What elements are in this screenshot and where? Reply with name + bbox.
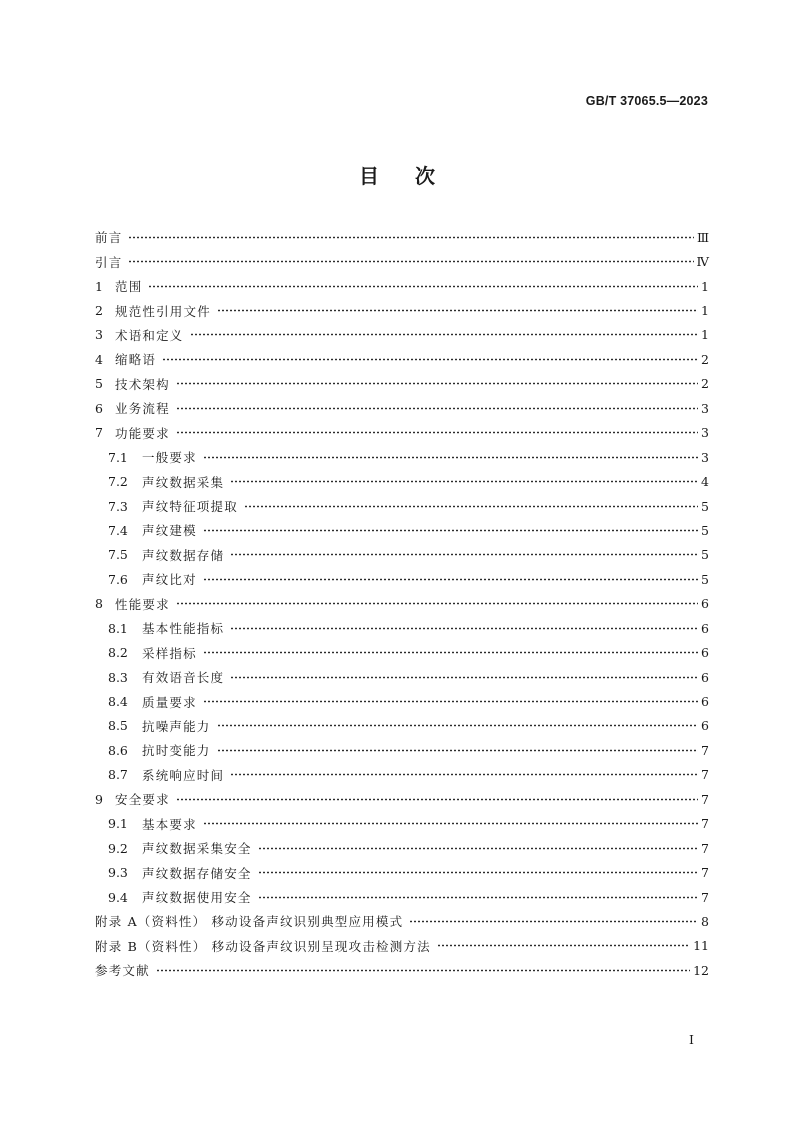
toc-entry-page: 7: [701, 840, 709, 856]
toc-entry-page: 5: [701, 547, 709, 563]
toc-entry-page: 3: [701, 400, 709, 416]
toc-entry[interactable]: [95, 812, 709, 836]
toc-entry-number: 5: [95, 376, 103, 392]
toc-entry-label: 声纹数据使用安全: [142, 890, 252, 906]
toc-entry-label: 声纹数据存储安全: [142, 865, 252, 881]
toc-entry-label: 声纹数据采集: [142, 474, 225, 490]
toc-entry-label: 业务流程: [115, 401, 170, 417]
toc-entry-label: 声纹比对: [142, 572, 197, 588]
toc-entry-label: 术语和定义: [115, 327, 184, 343]
dot-leader: [203, 578, 698, 581]
toc-entry-label: 抗时变能力: [142, 743, 211, 759]
toc-entry-label: 缩略语: [115, 352, 157, 368]
toc-entry-label: 系统响应时间: [142, 767, 225, 783]
toc-entry-label: 功能要求: [115, 425, 170, 441]
toc-entry[interactable]: [95, 567, 709, 591]
toc-entry[interactable]: [95, 787, 709, 811]
dot-leader: [230, 773, 698, 776]
toc-entry-number: 7.3: [108, 498, 128, 514]
toc-entry[interactable]: [95, 885, 709, 909]
toc-entry-number: 7.2: [108, 474, 128, 490]
toc-entry-page: 1: [701, 303, 709, 319]
toc-entry-page: 4: [701, 474, 709, 490]
dot-leader: [176, 602, 698, 605]
toc-entry-label: 安全要求: [115, 792, 170, 808]
toc-entry-label: 引言: [95, 254, 123, 270]
toc-entry-label: 参考文献: [95, 963, 150, 979]
toc-entry[interactable]: [95, 860, 709, 884]
toc-entry-page: 2: [701, 351, 709, 367]
toc-entry[interactable]: [95, 836, 709, 860]
dot-leader: [176, 382, 698, 385]
toc-entry[interactable]: [95, 909, 709, 933]
toc-entry-page: 6: [701, 645, 709, 661]
toc-entry-label: 规范性引用文件: [115, 303, 211, 319]
toc-entry-label: 性能要求: [115, 596, 170, 612]
toc-entry[interactable]: [95, 592, 709, 616]
standard-code: GB/T 37065.5—2023: [585, 94, 708, 108]
toc-entry-number: 8: [95, 596, 103, 612]
toc-entry[interactable]: [95, 469, 709, 493]
toc-entry-number: 3: [95, 327, 103, 343]
toc-entry-label: 声纹数据采集安全: [142, 841, 252, 857]
toc-entry[interactable]: [95, 249, 709, 273]
toc-entry-label: 声纹特征项提取: [142, 499, 238, 515]
dot-leader: [156, 969, 690, 972]
toc-entry[interactable]: [95, 396, 709, 420]
toc-entry-label: 有效语音长度: [142, 670, 225, 686]
toc-entry-page: 7: [701, 791, 709, 807]
toc-entry-number: 8.6: [108, 742, 128, 758]
toc-entry-page: 7: [701, 865, 709, 881]
toc-entry-label: 采样指标: [142, 645, 197, 661]
toc-entry-page: Ⅳ: [696, 254, 709, 270]
toc-entry-page: 1: [701, 327, 709, 343]
toc-entry-number: 7: [95, 425, 103, 441]
dot-leader: [203, 651, 698, 654]
dot-leader: [162, 358, 698, 361]
toc-entry[interactable]: [95, 958, 709, 982]
dot-leader: [258, 847, 698, 850]
toc-entry[interactable]: [95, 689, 709, 713]
dot-leader: [258, 896, 698, 899]
toc-entry-number: 7.5: [108, 547, 128, 563]
dot-leader: [258, 871, 698, 874]
toc-entry-label: 前言: [95, 230, 123, 246]
toc-entry-number: 9: [95, 791, 103, 807]
toc-entry[interactable]: [95, 445, 709, 469]
toc-entry-page: 5: [701, 522, 709, 538]
toc-entry-page: 5: [701, 498, 709, 514]
dot-leader: [230, 553, 698, 556]
toc-entry-label: 技术架构: [115, 376, 170, 392]
dot-leader: [230, 676, 698, 679]
toc-entry-number: 1: [95, 278, 103, 294]
toc-entry-label: 基本性能指标: [142, 621, 225, 637]
toc-entry-number: 9.1: [108, 816, 128, 832]
toc-entry-page: 7: [701, 816, 709, 832]
toc-entry-number: 9.4: [108, 889, 128, 905]
dot-leader: [230, 480, 698, 483]
dot-leader: [176, 431, 698, 434]
toc-entry-number: 7.1: [108, 449, 128, 465]
toc-entry-number: 9.2: [108, 840, 128, 856]
toc-entry-label: 抗噪声能力: [142, 718, 211, 734]
toc-entry[interactable]: [95, 665, 709, 689]
toc-entry-number: 2: [95, 303, 103, 319]
toc-entry-page: 5: [701, 571, 709, 587]
toc-entry-label: 附录 B（资料性） 移动设备声纹识别呈现攻击检测方法: [95, 938, 431, 954]
toc-entry[interactable]: [95, 738, 709, 762]
toc-entry[interactable]: [95, 543, 709, 567]
dot-leader: [409, 920, 698, 923]
toc-entry-label: 声纹数据存储: [142, 547, 225, 563]
toc-entry-page: 11: [693, 938, 709, 954]
toc-entry-number: 8.2: [108, 645, 128, 661]
toc-entry[interactable]: [95, 518, 709, 542]
dot-leader: [203, 700, 698, 703]
toc-entry-page: 2: [701, 376, 709, 392]
toc-entry-page: 6: [701, 669, 709, 685]
toc-entry-page: Ⅲ: [696, 229, 709, 245]
toc-entry[interactable]: [95, 494, 709, 518]
toc-entry-page: 8: [701, 913, 709, 929]
toc-entry-label: 范围: [115, 279, 143, 295]
dot-leader: [128, 260, 693, 263]
toc-entry-page: 6: [701, 596, 709, 612]
dot-leader: [217, 724, 698, 727]
toc-entry[interactable]: [95, 421, 709, 445]
toc-entry-label: 一般要求: [142, 450, 197, 466]
dot-leader: [203, 456, 698, 459]
dot-leader: [203, 822, 698, 825]
table-of-contents: [95, 225, 709, 983]
dot-leader: [148, 285, 698, 288]
toc-entry-number: 8.1: [108, 620, 128, 636]
toc-entry[interactable]: [95, 763, 709, 787]
toc-entry-label: 附录 A（资料性） 移动设备声纹识别典型应用模式: [95, 914, 404, 930]
toc-entry-number: 6: [95, 400, 103, 416]
dot-leader: [203, 529, 698, 532]
dot-leader: [244, 505, 698, 508]
page-number: I: [689, 1032, 694, 1047]
toc-entry-label: 声纹建模: [142, 523, 197, 539]
toc-entry[interactable]: [95, 298, 709, 322]
toc-entry-number: 8.3: [108, 669, 128, 685]
page-title: 目次: [359, 164, 471, 188]
toc-entry-page: 3: [701, 425, 709, 441]
dot-leader: [217, 749, 698, 752]
toc-entry-page: 7: [701, 767, 709, 783]
dot-leader: [230, 627, 698, 630]
toc-entry[interactable]: [95, 323, 709, 347]
toc-entry-number: 9.3: [108, 865, 128, 881]
toc-entry-page: 6: [701, 694, 709, 710]
toc-entry-number: 8.4: [108, 694, 128, 710]
toc-entry[interactable]: [95, 225, 709, 249]
toc-entry-label: 质量要求: [142, 694, 197, 710]
toc-entry-page: 1: [701, 278, 709, 294]
toc-entry-page: 7: [701, 889, 709, 905]
dot-leader: [176, 798, 698, 801]
toc-entry[interactable]: [95, 274, 709, 298]
toc-entry[interactable]: [95, 372, 709, 396]
toc-entry-page: 6: [701, 620, 709, 636]
toc-entry[interactable]: [95, 714, 709, 738]
toc-entry-page: 3: [701, 449, 709, 465]
toc-entry-number: 4: [95, 351, 103, 367]
toc-entry-page: 7: [701, 742, 709, 758]
toc-entry-number: 8.7: [108, 767, 128, 783]
dot-leader: [437, 944, 690, 947]
dot-leader: [217, 309, 698, 312]
toc-entry-number: 7.6: [108, 571, 128, 587]
toc-entry[interactable]: [95, 934, 709, 958]
toc-entry-page: 6: [701, 718, 709, 734]
toc-entry[interactable]: [95, 616, 709, 640]
toc-entry-number: 7.4: [108, 522, 128, 538]
toc-entry-page: 12: [693, 962, 709, 978]
toc-entry[interactable]: [95, 347, 709, 371]
dot-leader: [176, 407, 698, 410]
toc-entry[interactable]: [95, 640, 709, 664]
toc-entry-number: 8.5: [108, 718, 128, 734]
dot-leader: [190, 333, 698, 336]
toc-entry-label: 基本要求: [142, 816, 197, 832]
dot-leader: [128, 236, 694, 239]
